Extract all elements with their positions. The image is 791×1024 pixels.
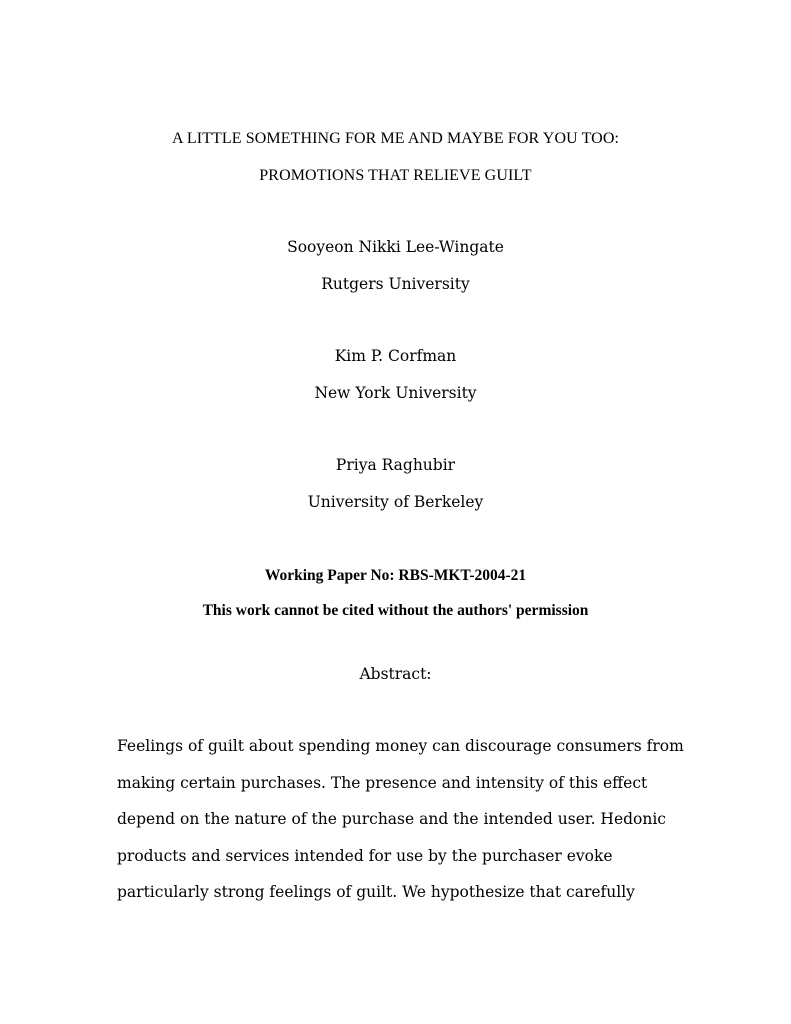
title-line-1: A LITTLE SOMETHING FOR ME AND MAYBE FOR YOU TOO:: [171, 130, 620, 147]
citation-notice: This work cannot be cited without the authors' permission: [202, 602, 589, 619]
title-line-2: PROMOTIONS THAT RELIEVE GUILT: [259, 167, 532, 184]
abstract-heading: Abstract:: [359, 665, 432, 683]
abstract-line: products and services intended for use by the purchaser evoke: [117, 847, 613, 865]
abstract-line: particularly strong feelings of guilt. We hypothesize that carefully: [117, 883, 635, 901]
author-name: Kim P. Corfman: [334, 347, 457, 365]
author-affiliation: Rutgers University: [321, 275, 470, 293]
author-name: Sooyeon Nikki Lee-Wingate: [287, 238, 504, 256]
author-name: Priya Raghubir: [335, 456, 456, 474]
author-affiliation: New York University: [314, 384, 477, 402]
abstract-line: Feelings of guilt about spending money can discourage consumers from: [117, 737, 684, 755]
abstract-line: making certain purchases. The presence and intensity of this effect: [117, 774, 648, 792]
abstract-line: depend on the nature of the purchase and the intended user. Hedonic: [117, 810, 666, 828]
working-paper-number: Working Paper No: RBS-MKT-2004-21: [264, 567, 527, 584]
author-affiliation: University of Berkeley: [307, 493, 484, 511]
